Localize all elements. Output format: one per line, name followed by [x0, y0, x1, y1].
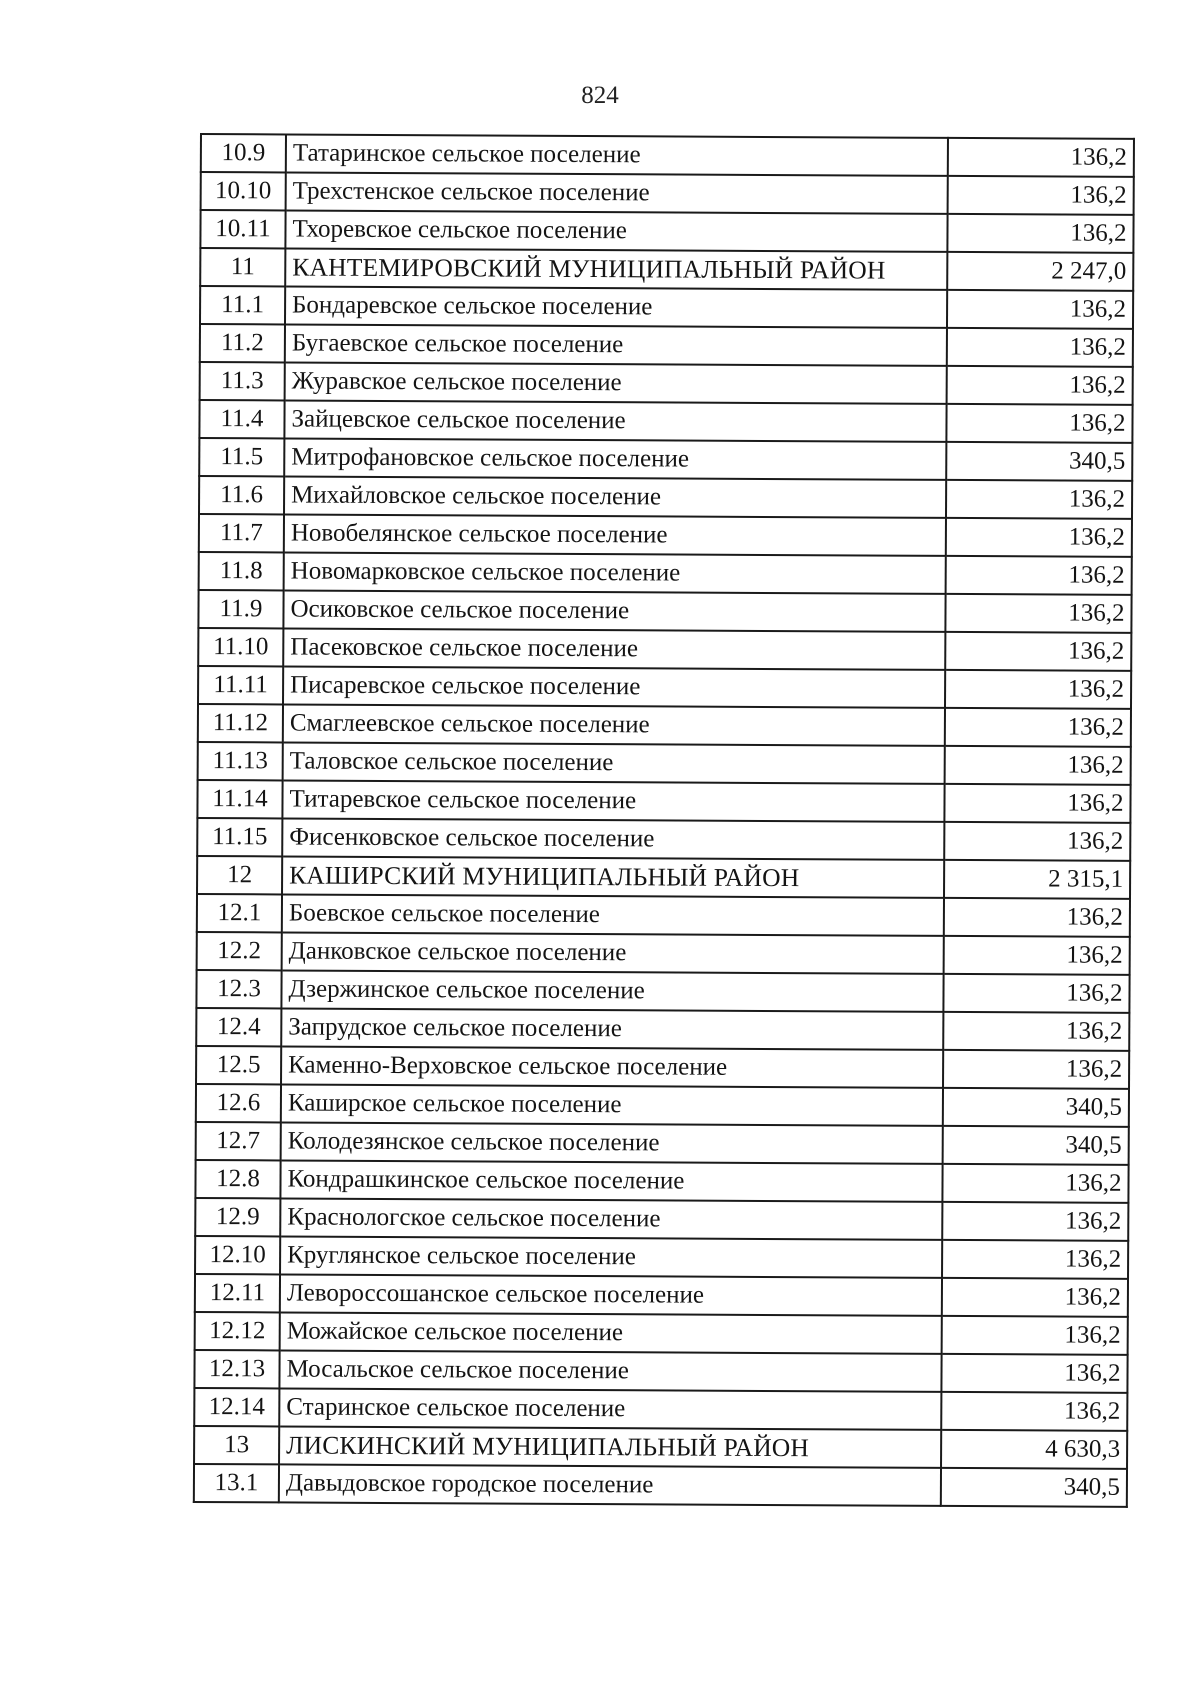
row-number-cell: 12.5: [196, 1046, 281, 1084]
row-number-cell: 11.13: [198, 742, 283, 780]
table-row: [199, 438, 1132, 481]
amount-cell: 136,2: [943, 1012, 1129, 1051]
table-row: [198, 666, 1131, 709]
table-row: [198, 742, 1131, 785]
row-number-cell: 10.11: [200, 210, 285, 248]
amount-cell: 136,2: [944, 822, 1130, 861]
amount-cell: 136,2: [947, 176, 1133, 215]
amount-cell: 136,2: [945, 708, 1131, 747]
row-number-cell: 12.11: [195, 1274, 280, 1312]
amount-cell: 136,2: [947, 328, 1133, 367]
table-row: [201, 172, 1134, 215]
amount-cell: 136,2: [946, 518, 1132, 557]
municipality-name-cell: Левороссошанское сельское поселение: [280, 1274, 942, 1315]
amount-cell: 136,2: [946, 480, 1132, 519]
table-row: [200, 362, 1133, 405]
table-row: [195, 1160, 1128, 1203]
table-row: [198, 628, 1131, 671]
municipality-name-cell: Каширское сельское поселение: [281, 1084, 943, 1125]
amount-cell: 136,2: [944, 784, 1130, 823]
municipality-name-cell: Журавское сельское поселение: [285, 362, 947, 403]
amount-cell: 136,2: [941, 1354, 1127, 1393]
amount-cell: 136,2: [942, 1240, 1128, 1279]
row-number-cell: 12.4: [196, 1008, 281, 1046]
amount-cell: 136,2: [947, 214, 1133, 253]
amount-cell: 136,2: [943, 936, 1129, 975]
amount-cell: 136,2: [945, 594, 1131, 633]
row-number-cell: 11: [200, 248, 285, 286]
table-row: [196, 1084, 1129, 1127]
municipality-name-cell: Новобелянское сельское поселение: [284, 514, 946, 555]
amount-cell: 136,2: [944, 746, 1130, 785]
row-number-cell: 11.6: [199, 476, 284, 514]
municipality-name-cell: Боевское сельское поселение: [282, 894, 944, 935]
municipality-name-cell: Старинское сельское поселение: [279, 1388, 941, 1429]
row-number-cell: 12.7: [196, 1122, 281, 1160]
table-row: [199, 400, 1132, 443]
municipality-name-cell: Колодезянское сельское поселение: [281, 1122, 943, 1163]
row-number-cell: 13: [194, 1426, 279, 1464]
amount-cell: 136,2: [946, 404, 1132, 443]
row-number-cell: 12.9: [195, 1198, 280, 1236]
amount-cell: 340,5: [942, 1126, 1128, 1165]
table-row: [199, 476, 1132, 519]
municipality-name-cell: Бондаревское сельское поселение: [285, 286, 947, 327]
row-number-cell: 12.14: [194, 1388, 279, 1426]
allocation-table: [193, 133, 1135, 1508]
row-number-cell: 11.5: [199, 438, 284, 476]
municipality-name-cell: Данковское сельское поселение: [282, 932, 944, 973]
table-row: [196, 1122, 1129, 1165]
amount-cell: 136,2: [945, 556, 1131, 595]
row-number-cell: 11.9: [198, 590, 283, 628]
municipality-name-cell: Трехстенское сельское поселение: [286, 172, 948, 213]
table-row: [197, 894, 1130, 937]
municipality-name-cell: Кондрашкинское сельское поселение: [280, 1160, 942, 1201]
table-row: [201, 134, 1134, 177]
municipality-name-cell: ЛИСКИНСКИЙ МУНИЦИПАЛЬНЫЙ РАЙОН: [279, 1426, 941, 1467]
table-row: [197, 818, 1130, 861]
municipality-name-cell: Бугаевское сельское поселение: [285, 324, 947, 365]
table-row: [198, 590, 1131, 633]
municipality-name-cell: Каменно-Верховское сельское поселение: [281, 1046, 943, 1087]
row-number-cell: 11.4: [199, 400, 284, 438]
amount-cell: 2 247,0: [947, 252, 1133, 291]
amount-cell: 136,2: [948, 138, 1134, 177]
municipality-name-cell: Михайловское сельское поселение: [284, 476, 946, 517]
amount-cell: 136,2: [943, 974, 1129, 1013]
table-row: [196, 970, 1129, 1013]
municipality-name-cell: Давыдовское городское поселение: [279, 1464, 941, 1505]
row-number-cell: 11.14: [197, 780, 282, 818]
table-row: [194, 1464, 1127, 1507]
row-number-cell: 12.1: [197, 894, 282, 932]
table-body: [194, 134, 1134, 1507]
amount-cell: 136,2: [947, 290, 1133, 329]
district-row: [200, 248, 1133, 291]
municipality-name-cell: КАШИРСКИЙ МУНИЦИПАЛЬНЫЙ РАЙОН: [282, 856, 944, 897]
table-row: [195, 1198, 1128, 1241]
row-number-cell: 10.9: [201, 134, 286, 172]
amount-cell: 136,2: [942, 1278, 1128, 1317]
municipality-name-cell: Смаглеевское сельское поселение: [283, 704, 945, 745]
district-row: [194, 1426, 1127, 1469]
municipality-name-cell: Запрудское сельское поселение: [281, 1008, 943, 1049]
amount-cell: 4 630,3: [941, 1430, 1127, 1469]
amount-cell: 136,2: [941, 1316, 1127, 1355]
municipality-name-cell: Писаревское сельское поселение: [283, 666, 945, 707]
table-row: [195, 1236, 1128, 1279]
table-row: [197, 780, 1130, 823]
municipality-name-cell: Зайцевское сельское поселение: [284, 400, 946, 441]
amount-cell: 136,2: [945, 670, 1131, 709]
row-number-cell: 11.15: [197, 818, 282, 856]
row-number-cell: 12.8: [195, 1160, 280, 1198]
table-row: [200, 286, 1133, 329]
municipality-name-cell: Мосальское сельское поселение: [279, 1350, 941, 1391]
municipality-name-cell: Тхоревское сельское поселение: [285, 210, 947, 251]
table-row: [199, 514, 1132, 557]
municipality-name-cell: Фисенковское сельское поселение: [282, 818, 944, 859]
municipality-name-cell: Татаринское сельское поселение: [286, 134, 948, 175]
row-number-cell: 10.10: [201, 172, 286, 210]
table-row: [196, 1046, 1129, 1089]
row-number-cell: 12.13: [194, 1350, 279, 1388]
row-number-cell: 12.12: [195, 1312, 280, 1350]
amount-cell: 2 315,1: [944, 860, 1130, 899]
municipality-name-cell: Круглянское сельское поселение: [280, 1236, 942, 1277]
municipality-name-cell: Краснологское сельское поселение: [280, 1198, 942, 1239]
row-number-cell: 13.1: [194, 1464, 279, 1502]
amount-cell: 340,5: [943, 1088, 1129, 1127]
row-number-cell: 12.10: [195, 1236, 280, 1274]
amount-cell: 136,2: [941, 1392, 1127, 1431]
amount-cell: 136,2: [944, 898, 1130, 937]
table-row: [199, 552, 1132, 595]
table-row: [195, 1274, 1128, 1317]
page-number: 824: [581, 82, 619, 109]
municipality-name-cell: Титаревское сельское поселение: [282, 780, 944, 821]
table-row: [194, 1388, 1127, 1431]
row-number-cell: 11.3: [200, 362, 285, 400]
municipality-name-cell: Можайское сельское поселение: [280, 1312, 942, 1353]
row-number-cell: 12.3: [196, 970, 281, 1008]
municipality-name-cell: Новомарковское сельское поселение: [284, 552, 946, 593]
row-number-cell: 11.11: [198, 666, 283, 704]
row-number-cell: 11.2: [200, 324, 285, 362]
amount-cell: 136,2: [942, 1202, 1128, 1241]
row-number-cell: 11.1: [200, 286, 285, 324]
municipality-name-cell: Пасековское сельское поселение: [283, 628, 945, 669]
municipality-name-cell: КАНТЕМИРОВСКИЙ МУНИЦИПАЛЬНЫЙ РАЙОН: [285, 248, 947, 289]
row-number-cell: 11.8: [199, 552, 284, 590]
amount-cell: 136,2: [945, 632, 1131, 671]
row-number-cell: 12: [197, 856, 282, 894]
row-number-cell: 11.12: [198, 704, 283, 742]
amount-cell: 136,2: [946, 366, 1132, 405]
table-row: [196, 1008, 1129, 1051]
amount-cell: 136,2: [942, 1164, 1128, 1203]
table-row: [198, 704, 1131, 747]
amount-cell: 136,2: [943, 1050, 1129, 1089]
amount-cell: 340,5: [946, 442, 1132, 481]
municipality-name-cell: Осиковское сельское поселение: [283, 590, 945, 631]
table-row: [200, 324, 1133, 367]
table-row: [197, 932, 1130, 975]
row-number-cell: 12.2: [197, 932, 282, 970]
district-row: [197, 856, 1130, 899]
row-number-cell: 11.7: [199, 514, 284, 552]
row-number-cell: 12.6: [196, 1084, 281, 1122]
row-number-cell: 11.10: [198, 628, 283, 666]
municipality-name-cell: Дзержинское сельское поселение: [281, 970, 943, 1011]
table-row: [195, 1312, 1128, 1355]
municipality-name-cell: Таловское сельское поселение: [283, 742, 945, 783]
municipality-name-cell: Митрофановское сельское поселение: [284, 438, 946, 479]
table-row: [200, 210, 1133, 253]
table-row: [194, 1350, 1127, 1393]
amount-cell: 340,5: [941, 1468, 1127, 1507]
